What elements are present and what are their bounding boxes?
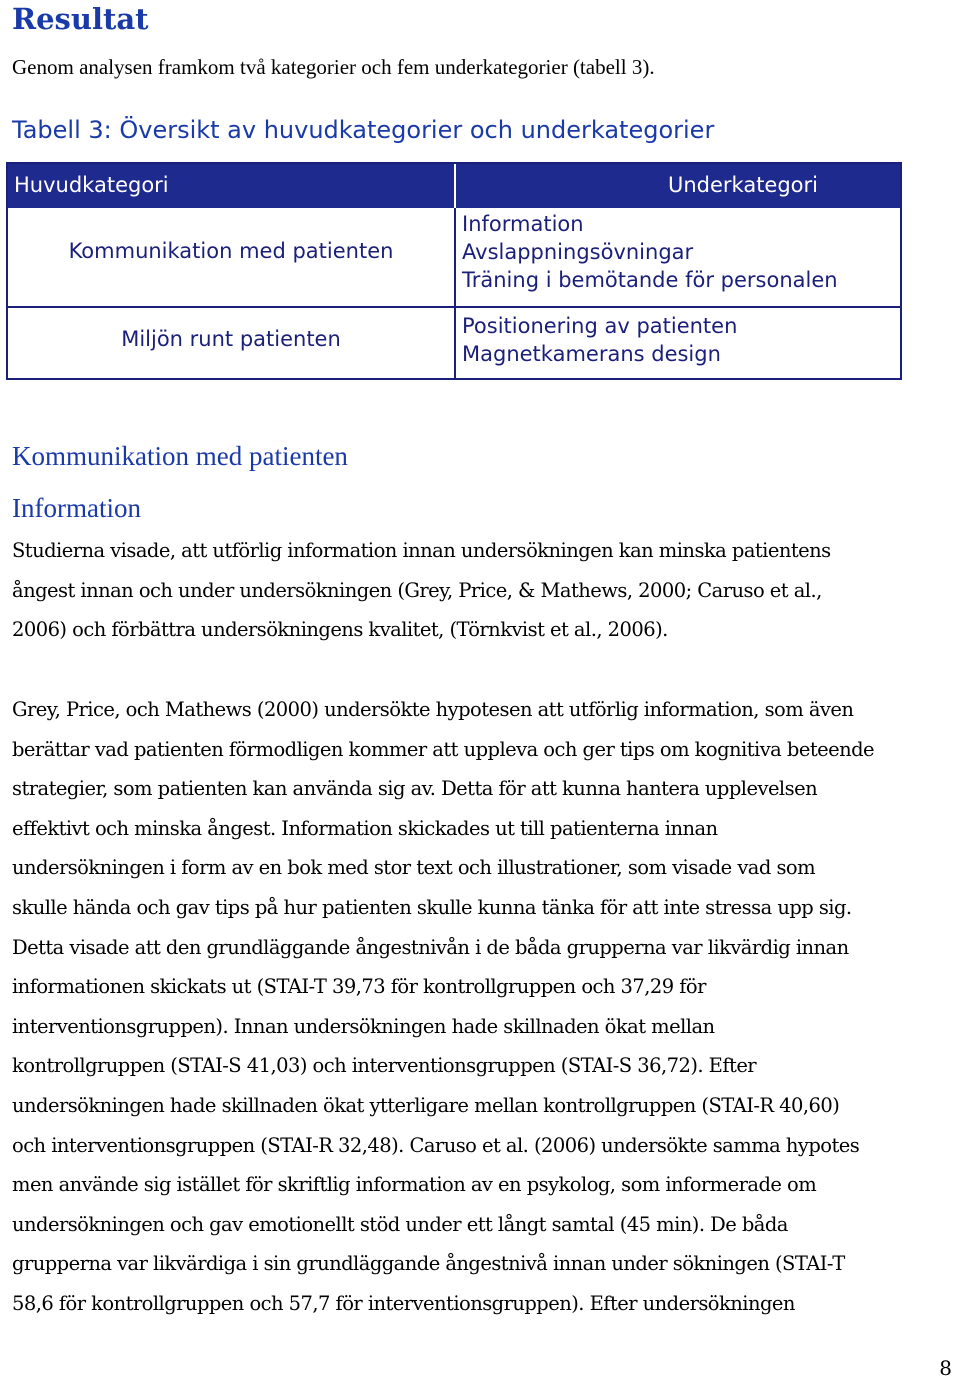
sub-category-cell: Positionering av patienten xyxy=(462,314,738,338)
main-category-cell: Miljön runt patienten xyxy=(121,327,341,351)
text-line: interventionsgruppen). Innan undersökningen hade skillnaden ökat mellan xyxy=(12,1014,715,1038)
page-number: 8 xyxy=(939,1356,952,1380)
intro-text: Genom analysen framkom två kategorier och fem underkategorier (tabell 3). xyxy=(12,55,655,79)
text-line: Studierna visade, att utförlig information innan undersökningen kan minska patientens xyxy=(12,539,831,562)
text-line: undersökningen och gav emotionellt stöd under ett långt samtal (45 min). De båda xyxy=(12,1212,788,1236)
text-line: berättar vad patienten förmodligen kommer att uppleva och ger tips om kognitiva beteende xyxy=(12,737,875,761)
text-line: grupperna var likvärdiga i sin grundläggande ångestnivå innan under sökningen (STAI-T xyxy=(12,1252,845,1276)
text-line: Grey, Price, och Mathews (2000) undersökte hypotesen att utförlig information, som även xyxy=(12,698,854,721)
text-line: effektivt och minska ångest. Information skickades ut till patienterna innan xyxy=(12,816,718,840)
paragraph-1 xyxy=(12,531,956,650)
row-divider xyxy=(8,306,454,308)
main-category-cell: Kommunikation med patienten xyxy=(68,239,394,263)
text-line: undersökningen hade skillnaden ökat ytterligare mellan kontrollgruppen (STAI-R 40,60) xyxy=(12,1093,840,1117)
section-heading: Kommunikation med patienten xyxy=(12,441,348,471)
text-line: 2006) och förbättra undersökningens kvalitet, (Törnkvist et al., 2006). xyxy=(12,618,668,642)
text-line: men använde sig istället för skriftlig information av en psykolog, som informerade om xyxy=(12,1173,817,1197)
row-divider xyxy=(456,306,900,308)
text-line: 58,6 för kontrollgruppen och 57,7 för interventionsgruppen). Efter undersökningen xyxy=(12,1291,795,1315)
header-main-category: Huvudkategori xyxy=(14,173,169,197)
text-line: undersökningen i form av en bok med stor text och illustrationer, som visade vad som xyxy=(12,856,816,880)
header-divider xyxy=(454,164,456,208)
text-line: strategier, som patienten kan använda sig av. Detta för att kunna hantera upplevelsen xyxy=(12,777,818,801)
category-table xyxy=(6,162,902,380)
text-line: informationen skickats ut (STAI-T 39,73 för kontrollgruppen och 37,29 för xyxy=(12,975,706,999)
text-line: ångest innan och under undersökningen (Grey, Price, & Mathews, 2000; Caruso et al., xyxy=(12,578,822,602)
subsection-heading: Information xyxy=(12,493,141,523)
header-sub-category: Underkategori xyxy=(667,173,818,197)
sub-category-cell: Träning i bemötande för personalen xyxy=(462,268,838,292)
page-heading: Resultat xyxy=(12,2,149,36)
text-line: Detta visade att den grundläggande ångestnivån i de båda grupperna var likvärdig innan xyxy=(12,935,849,959)
sub-category-cell: Avslappningsövningar xyxy=(462,240,694,264)
paragraph-2 xyxy=(12,690,956,1324)
sub-category-cell: Magnetkamerans design xyxy=(462,342,721,366)
column-divider xyxy=(454,208,456,378)
sub-category-cell: Information xyxy=(462,212,584,236)
text-line: kontrollgruppen (STAI-S 41,03) och interventionsgruppen (STAI-S 36,72). Efter xyxy=(12,1054,757,1078)
table-title: Tabell 3: Översikt av huvudkategorier och underkategorier xyxy=(12,116,715,144)
text-line: och interventionsgruppen (STAI-R 32,48). Caruso et al. (2006) undersökte samma hypotes xyxy=(12,1133,860,1157)
text-line: skulle hända och gav tips på hur patienten skulle kunna tänka för att inte stressa upp sig. xyxy=(12,895,852,919)
table-header xyxy=(8,164,900,208)
